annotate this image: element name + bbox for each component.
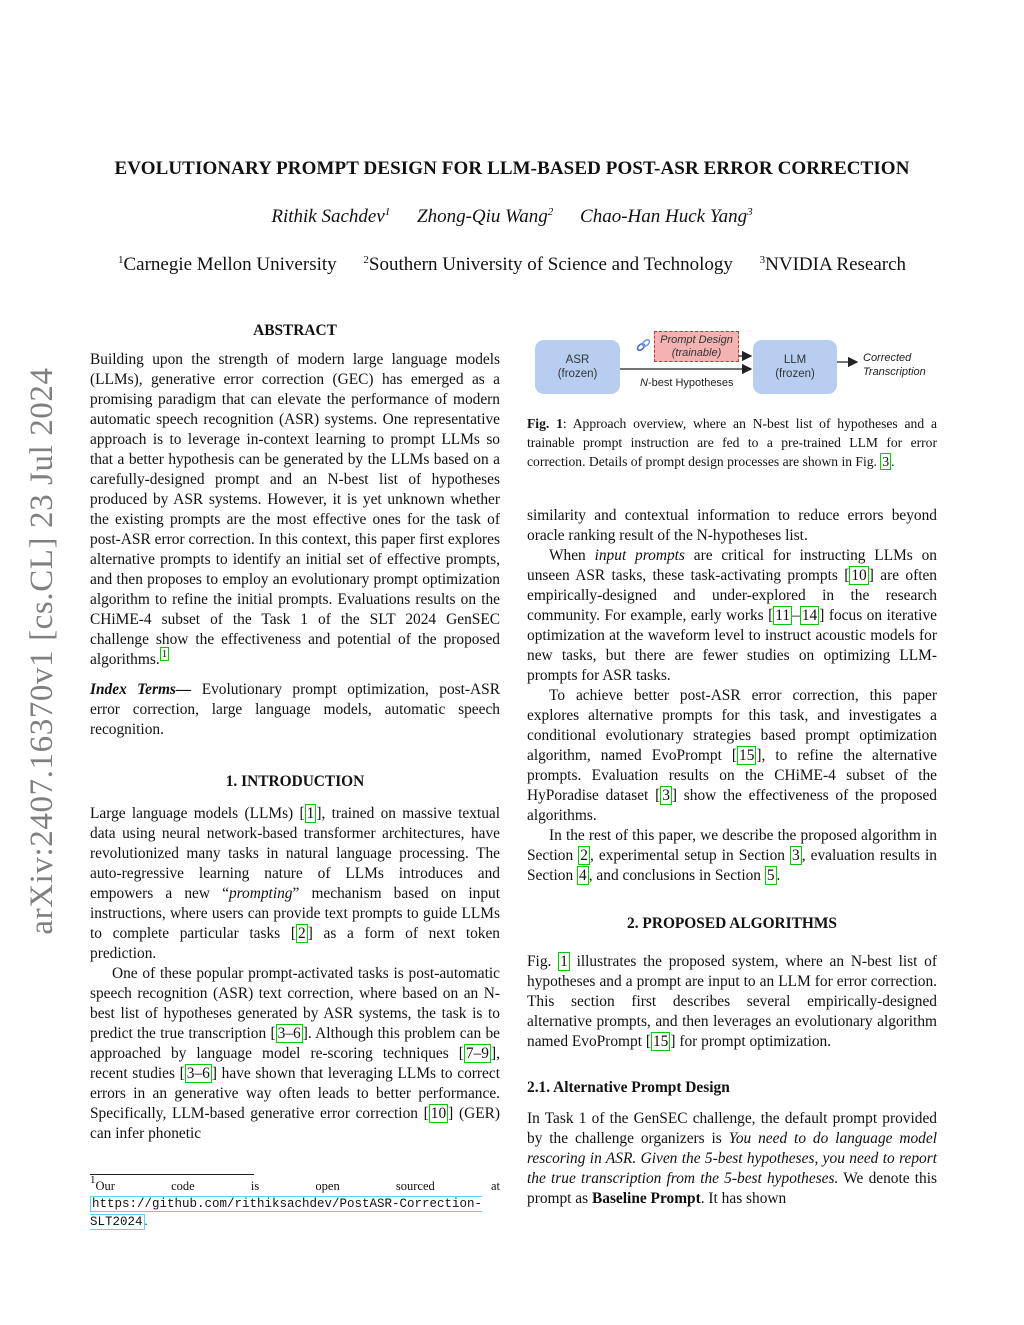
text: focus on iterative optimization at the waveform level to instruct acoustic models for new tasks, but there are fewer studies on optimizing LLM-prompts for ASR tasks. [527, 607, 937, 684]
figure-1 [527, 322, 937, 400]
text: are critical for instructing LLMs on unseen ASR tasks, these task-activating prompts [527, 547, 937, 584]
figure-ref-link[interactable]: 1 [560, 953, 568, 970]
author-sup: 2 [547, 206, 554, 218]
section-link[interactable]: 5 [766, 867, 775, 884]
emphasis: You need to do language model rescoring in ASR. Given the 5-best hypotheses, you need to report the true transcription from the 5-best hypotheses. [527, 1130, 937, 1187]
bold-term: Baseline Prompt [591, 1190, 701, 1207]
affil-name: Southern University of Science and Technology [368, 254, 733, 275]
text: We denote this prompt as [527, 1170, 938, 1207]
footnote-text: Our code is open sourced at [95, 1179, 500, 1193]
right-paragraph-4 [527, 826, 937, 886]
output-line2: Transcription [863, 366, 926, 378]
citation-link[interactable]: 14 [801, 607, 818, 624]
index-terms [90, 680, 500, 740]
text: , experimental setup in Section [589, 847, 791, 864]
intro-paragraph-2: One of these popular prompt-activated tasks is post-automatic speech recognition (ASR) text correction, where based on an N-best list of hypotheses generated by ASR systems, the task is to predict the true transcription [ 3–6 ]. Although this problem can be approached by language model re-scoring techniques [ 7–9 ], recent studies [ 3–6 ] have shown that leveraging LLMs to correct errors in an generative way often leads to better performance. Specifically, LLM-based generative error correction [ 10 ] (GER) can infer phonetic [90, 965, 500, 1142]
section-link[interactable]: 2 [580, 847, 588, 864]
asr-box [535, 340, 620, 394]
figure-caption [527, 414, 937, 471]
text: Fig. [527, 953, 559, 970]
caption-label: Fig. 1 [527, 416, 563, 431]
affil-sup: 1 [117, 254, 124, 266]
text: illustrates the proposed system, where an N-best list of hypotheses and a prompt are input to an LLM for error correction. This section first describes several empirically-designed alternative prompts, and then leverages an evolutionary algorithm named EvoPrompt [527, 953, 937, 1050]
llm-label: LLM [783, 354, 807, 366]
abstract-heading: ABSTRACT [253, 322, 337, 339]
text: as a form of next token prediction. [90, 925, 501, 962]
affiliation [118, 254, 337, 275]
nbest-label: N-best Hypotheses [640, 377, 734, 389]
prompt-sub: (trainable) [671, 346, 722, 359]
citation-link[interactable]: 2 [298, 925, 306, 942]
text: are often empirically-designed and under-explored in the research community. For example, early works [527, 567, 937, 624]
text: , recent studies [90, 1045, 500, 1082]
author [417, 206, 553, 227]
author [271, 206, 390, 227]
author [580, 206, 753, 227]
intro-paragraph-1: Large language models (LLMs) [ 1 ], trained on massive textual data using neural network-based transformer architectures, have revolutionized many tasks in natural language processing. The auto-regressive learning nature of LLMs introduces and empowers a new “prompting” mechanism based on input instructions, where users can provide text prompts to guide LLMs to complete particular tasks [ 2 ] as a form of next token prediction. [90, 805, 501, 962]
footnote [90, 1174, 500, 1231]
output-line1: Corrected [863, 352, 912, 364]
affiliation [363, 254, 733, 275]
emphasis: prompting [228, 885, 293, 902]
right-paragraph-1 [527, 506, 937, 546]
chain-link-icon [636, 339, 650, 352]
footnote-end: . [144, 1214, 148, 1228]
right-column [527, 506, 937, 1209]
figure-ref-link[interactable]: 3 [882, 454, 890, 469]
output-label [863, 351, 926, 379]
right-paragraph-2: When input prompts are critical for instructing LLMs on unseen ASR tasks, these task-activating prompts [ 10 ] are often empirically-designed and under-explored in the research community. For example, early works [ 11 – 14 ] focus on iterative optimization at the waveform level to instruct acoustic models for new tasks, but there are fewer studies on optimizing LLM-prompts for ASR tasks. [527, 547, 937, 684]
text: similarity and contextual information to reduce errors beyond oracle ranking result of the N-hypotheses list. [527, 507, 937, 544]
footnote-ref[interactable]: 1 [161, 648, 168, 660]
right-paragraph-3: To achieve better post-ASR error correction, this paper explores alternative prompts for this task, and investigates a conditional evolutionary strategies based prompt optimization algorithm, named EvoPrompt [ 15 ], to refine the alternative prompts. Evaluation results on the CHiME-4 subset of the HyPoradise dataset [ 3 ] show the effectiveness of the proposed algorithms. [527, 687, 938, 824]
citation-link[interactable]: 3–6 [277, 1025, 301, 1042]
citation-link[interactable]: 7–9 [465, 1045, 489, 1062]
citation-link[interactable]: 11 [775, 607, 791, 624]
right-paragraph-6 [527, 1109, 937, 1209]
abstract-text [90, 350, 500, 670]
caption-text: : Approach overview, where an N-best list of hypotheses and a trainable prompt instruction are fed to a pre-trained LLM for error correction. Details of prompt design processes are shown in Fig. [527, 416, 937, 469]
text: When [549, 547, 595, 564]
affiliation-list [0, 254, 1024, 276]
citation-link[interactable]: 1 [306, 805, 315, 822]
text: , trained on massive textual data using neural network-based transformer architectures, have revolutionized many tasks in natural language processing. The auto-regressive learning nature of LLMs introduces and empowers a new “ [90, 805, 501, 902]
subsection-2-1-heading: 2.1. Alternative Prompt Design [527, 1079, 730, 1096]
author-sup: 3 [747, 206, 753, 218]
text: ” mechanism based on input instructions, where users can provide text prompts to guide LLMs to complete particular tasks [90, 885, 500, 942]
section-1-heading: 1. INTRODUCTION [225, 773, 365, 790]
text: show the effectiveness of the proposed algorithms. [527, 787, 937, 824]
text: have shown that leveraging LLMs to correct errors in an generative way often leads to better performance. Specifically, LLM-based generative error correction [90, 1065, 500, 1122]
affil-name: Carnegie Mellon University [123, 254, 337, 275]
arxiv-side-label: arXiv:2407.16370v1 [cs.CL] 23 Jul 2024 [24, 367, 60, 935]
index-terms-label: Index Terms— [90, 681, 192, 698]
citation-link[interactable]: 3–6 [186, 1065, 210, 1082]
text: In the rest of this paper, we describe the proposed algorithm in Section [527, 827, 937, 864]
citation-link[interactable]: 15 [652, 1033, 669, 1050]
caption-end: . [891, 454, 895, 469]
prompt-label: Prompt Design [660, 333, 733, 346]
affil-sup: 3 [759, 254, 766, 266]
citation-link[interactable]: 10 [430, 1105, 447, 1122]
emphasis: input prompts [594, 547, 685, 564]
paper-title: EVOLUTIONARY PROMPT DESIGN FOR LLM-BASED POST-ASR ERROR CORRECTION [114, 158, 910, 179]
text: , evaluation results in Section [527, 847, 938, 884]
affil-name: NVIDIA Research [765, 254, 907, 275]
prompt-design-box [654, 331, 739, 362]
text: for prompt optimization. [675, 1033, 832, 1050]
affil-sup: 2 [363, 254, 369, 266]
citation-link[interactable]: 15 [739, 747, 755, 764]
code-repo-link[interactable]: https://github.com/rithiksachdev/PostASR-Correction-SLT2024 [90, 1197, 483, 1229]
right-paragraph-5: Fig. 1 illustrates the proposed system, where an N-best list of hypotheses and a prompt are input to an LLM for error correction. This section first describes several empirically-designed alternative prompts, and then leverages an evolutionary algorithm named EvoPrompt [ 15 ] for prompt optimization. [527, 953, 937, 1050]
text: Large language models (LLMs) [90, 805, 300, 822]
author-name: Chao-Han Huck Yang [580, 206, 748, 227]
author-name: Rithik Sachdev [271, 206, 385, 227]
index-terms-text: Evolutionary prompt optimization, post-ASR error correction, large language models, automatic speech recognition. [90, 681, 500, 738]
citation-link[interactable]: 3 [662, 787, 670, 804]
abstract-body: Building upon the strength of modern large language models (LLMs), generative error correction (GEC) has emerged as a promising paradigm that can elevate the performance of modern automatic speech recognition (ASR) systems. One representative approach is to leverage in-context learning to prompt LLMs so that a better hypothesis can be generated by the LLMs based on a carefully-designed prompt and an N-best list of hypotheses produced by ASR systems. However, it is yet unknown whether the existing prompts are the most effective ones for the task of post-ASR error correction. In this context, this paper first explores alternative prompts to identify an initial set of effective prompts, and then proposes to employ an evolutionary prompt optimization algorithm to refine the initial prompts. Evaluations results on the CHiME-4 subset of the Task 1 of the SLT 2024 GenSEC challenge show the effectiveness and potential of the proposed algorithms. [90, 351, 500, 668]
author-name: Zhong-Qiu Wang [417, 206, 548, 227]
section-link[interactable]: 3 [792, 847, 800, 864]
text: To achieve better post-ASR error correction, this paper explores alternative prompts for this task, and investigates a conditional evolutionary strategies based prompt optimization algorithm, named EvoPrompt [527, 687, 937, 764]
text: In Task 1 of the GenSEC challenge, the default prompt provided by the challenge organizers is [527, 1110, 937, 1147]
text: One of these popular prompt-activated tasks is post-automatic speech recognition (ASR) text correction, where based on an N-best list of hypotheses generated by ASR systems, the task is to predict the true transcription [90, 965, 500, 1042]
text: . [776, 867, 781, 884]
asr-sub: (frozen) [557, 368, 598, 380]
text: . It has shown [700, 1190, 787, 1207]
text: , to refine the alternative prompts. Evaluation results on the CHiME-4 subset of the HyPoradise dataset [527, 747, 938, 804]
llm-box [753, 340, 837, 394]
author-sup: 1 [384, 206, 391, 218]
affiliation [760, 254, 906, 275]
section-2-heading: 2. PROPOSED ALGORITHMS [627, 915, 837, 932]
text: (GER) can infer phonetic [90, 1105, 500, 1142]
author-list [0, 206, 1024, 228]
llm-sub: (frozen) [775, 368, 815, 380]
citation-link[interactable]: 10 [851, 567, 867, 584]
text: – [792, 607, 800, 624]
text: , and conclusions in Section [588, 867, 765, 884]
section-link[interactable]: 4 [579, 867, 587, 884]
footnote-rule [90, 1174, 254, 1175]
asr-label: ASR [565, 354, 590, 366]
footnote-mark: 1 [90, 1174, 96, 1186]
left-column [90, 321, 500, 1144]
text: . Although this problem can be approached by language model re-scoring techniques [90, 1025, 500, 1062]
